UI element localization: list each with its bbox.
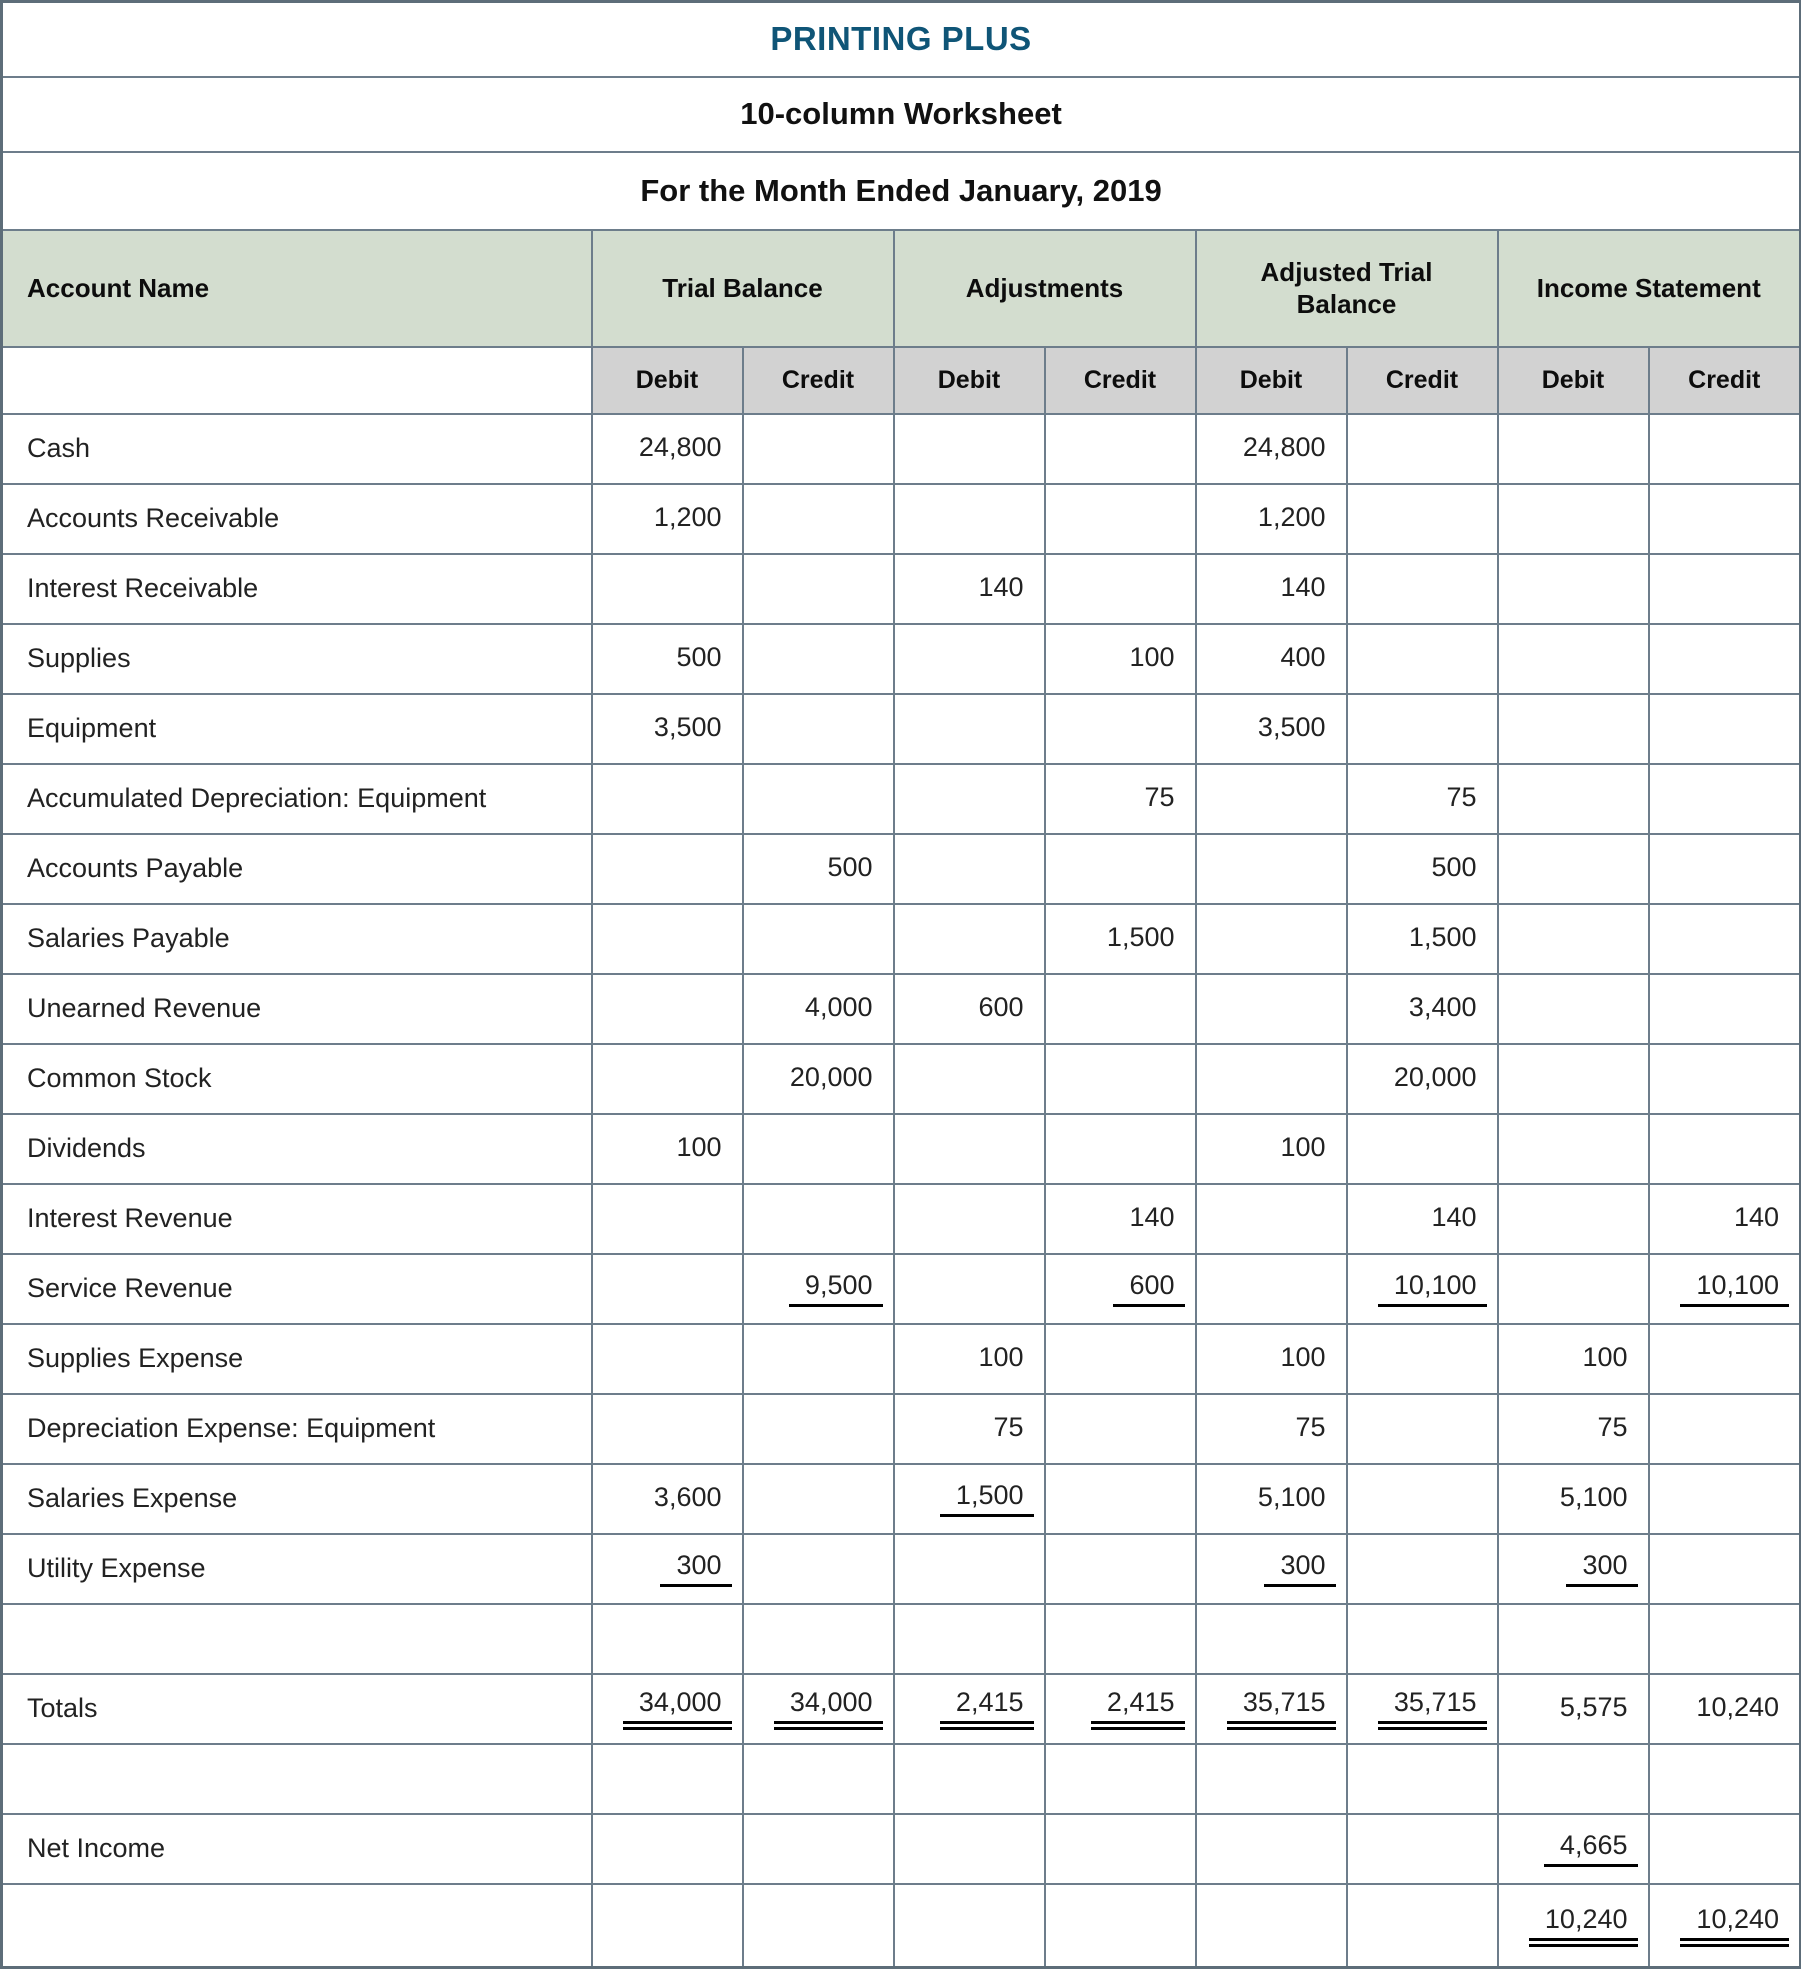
amount-cell (1498, 1744, 1649, 1814)
row-accounts-payable (2, 834, 1801, 904)
amount-cell (1045, 694, 1196, 764)
amount-value: 10,240 (1696, 1691, 1780, 1722)
account-name-cell: Salaries Payable (2, 904, 592, 974)
amount-cell (1196, 1324, 1347, 1394)
amount-cell (592, 1254, 743, 1324)
amount-cell (743, 1324, 894, 1394)
amount-value: 75 (1295, 1411, 1326, 1442)
amount-cell (592, 1604, 743, 1674)
amount-value: 1,200 (653, 501, 722, 532)
amount-value: 1,500 (1408, 921, 1477, 952)
amount-cell (1196, 554, 1347, 624)
amount-cell (1347, 1254, 1498, 1324)
account-name-cell: Interest Revenue (2, 1184, 592, 1254)
row-unearned-revenue (2, 974, 1801, 1044)
amount-cell (1045, 484, 1196, 554)
amount-cell (1347, 764, 1498, 834)
account-name-cell: Totals (2, 1674, 592, 1744)
amount-cell (1196, 1814, 1347, 1884)
amount-cell (1196, 694, 1347, 764)
amount-cell (1347, 1394, 1498, 1464)
amount-cell (1045, 974, 1196, 1044)
amount-cell (894, 414, 1045, 484)
group-header-trial-balance: Trial Balance (592, 230, 894, 347)
amount-cell (1498, 834, 1649, 904)
account-name-cell (2, 1884, 592, 1968)
amount-cell (1045, 904, 1196, 974)
amount-cell (1045, 414, 1196, 484)
amount-value: 3,600 (653, 1481, 722, 1512)
amount-value: 24,800 (638, 431, 722, 462)
amount-cell (1498, 694, 1649, 764)
amount-cell (1196, 974, 1347, 1044)
amount-cell (743, 1534, 894, 1604)
amount-cell (1649, 974, 1801, 1044)
amount-cell (592, 1814, 743, 1884)
amount-cell (592, 1464, 743, 1534)
amount-cell (1498, 1184, 1649, 1254)
amount-cell (592, 764, 743, 834)
debit-credit-header-row (2, 347, 1801, 414)
amount-value: 300 (660, 1550, 731, 1587)
amount-cell (1347, 974, 1498, 1044)
amount-value: 100 (1129, 641, 1175, 672)
amount-cell (1649, 414, 1801, 484)
account-name-cell: Salaries Expense (2, 1464, 592, 1534)
amount-cell (894, 1394, 1045, 1464)
amount-cell (1649, 1044, 1801, 1114)
amount-cell (1498, 904, 1649, 974)
amount-cell (1045, 1534, 1196, 1604)
amount-cell (1196, 1114, 1347, 1184)
amount-value: 4,000 (804, 991, 873, 1022)
amount-cell (1196, 1254, 1347, 1324)
amount-cell (743, 484, 894, 554)
company-title: PRINTING PLUS (2, 2, 1801, 77)
row-depreciation-expense-equipment (2, 1394, 1801, 1464)
amount-cell (1649, 1464, 1801, 1534)
amount-cell (894, 1324, 1045, 1394)
amount-cell (1045, 834, 1196, 904)
amount-value: 140 (978, 571, 1024, 602)
amount-value: 100 (1280, 1131, 1326, 1162)
group-header-adjusted-trial-balance: Adjusted Trial Balance (1196, 230, 1498, 347)
amount-cell (1347, 1674, 1498, 1744)
amount-value: 75 (1446, 781, 1477, 812)
amount-cell (743, 834, 894, 904)
amount-cell (1649, 1184, 1801, 1254)
amount-value: 140 (1431, 1201, 1477, 1232)
amount-cell (1347, 414, 1498, 484)
amount-value: 75 (1597, 1411, 1628, 1442)
row-supplies (2, 624, 1801, 694)
amount-cell (1649, 1604, 1801, 1674)
amount-cell (1498, 1324, 1649, 1394)
amount-cell (894, 1464, 1045, 1534)
amount-cell (894, 1884, 1045, 1968)
amount-cell (1196, 1044, 1347, 1114)
worksheet-body (2, 414, 1801, 1968)
amount-cell (1347, 484, 1498, 554)
group-header-income-statement: Income Statement (1498, 230, 1801, 347)
account-name-cell: Supplies (2, 624, 592, 694)
adjusted-trial-balance-debit-header: Debit (1196, 347, 1347, 414)
amount-cell (1196, 1534, 1347, 1604)
income-statement-credit-header: Credit (1649, 347, 1801, 414)
trial-balance-debit-header: Debit (592, 347, 743, 414)
amount-cell (1347, 694, 1498, 764)
amount-value: 10,100 (1378, 1270, 1487, 1307)
amount-value: 400 (1280, 641, 1326, 672)
amount-value: 3,500 (1257, 711, 1326, 742)
amount-cell (1196, 1464, 1347, 1534)
account-name-cell: Depreciation Expense: Equipment (2, 1394, 592, 1464)
amount-cell (1498, 484, 1649, 554)
period-title-row (2, 152, 1801, 230)
amount-value: 140 (1280, 571, 1326, 602)
amount-cell (1196, 1184, 1347, 1254)
row-common-stock (2, 1044, 1801, 1114)
amount-cell (1649, 1254, 1801, 1324)
amount-cell (1045, 1184, 1196, 1254)
amount-cell (894, 1044, 1045, 1114)
amount-cell (1347, 554, 1498, 624)
amount-cell (743, 624, 894, 694)
amount-cell (1045, 1674, 1196, 1744)
amount-cell (592, 1884, 743, 1968)
worksheet-title-row (2, 77, 1801, 152)
adjustments-debit-header: Debit (894, 347, 1045, 414)
amount-cell (592, 554, 743, 624)
amount-value: 10,100 (1680, 1270, 1789, 1307)
amount-value: 20,000 (789, 1061, 873, 1092)
amount-cell (1045, 1044, 1196, 1114)
amount-value: 20,000 (1393, 1061, 1477, 1092)
blank-row (2, 1604, 1801, 1674)
amount-cell (1498, 1114, 1649, 1184)
amount-value: 24,800 (1242, 431, 1326, 462)
amount-value: 140 (1129, 1201, 1175, 1232)
amount-cell (1045, 1884, 1196, 1968)
row-utility-expense (2, 1534, 1801, 1604)
amount-cell (894, 1744, 1045, 1814)
amount-cell (1196, 624, 1347, 694)
amount-cell (743, 1184, 894, 1254)
account-name-cell (2, 1744, 592, 1814)
adjusted-trial-balance-credit-header: Credit (1347, 347, 1498, 414)
amount-cell (592, 1324, 743, 1394)
amount-value: 600 (1113, 1270, 1184, 1307)
row-totals (2, 1674, 1801, 1744)
amount-cell (743, 1044, 894, 1114)
worksheet-title: 10-column Worksheet (2, 77, 1801, 152)
amount-cell (1649, 1814, 1801, 1884)
amount-cell (1498, 1604, 1649, 1674)
amount-cell (1045, 764, 1196, 834)
amount-value: 9,500 (789, 1270, 883, 1307)
amount-cell (1649, 1884, 1801, 1968)
account-name-cell: Accumulated Depreciation: Equipment (2, 764, 592, 834)
amount-cell (592, 414, 743, 484)
account-name-cell: Service Revenue (2, 1254, 592, 1324)
amount-cell (1498, 1674, 1649, 1744)
amount-cell (743, 764, 894, 834)
amount-cell (743, 1814, 894, 1884)
amount-cell (894, 1184, 1045, 1254)
amount-cell (592, 1184, 743, 1254)
period-title: For the Month Ended January, 2019 (2, 152, 1801, 230)
amount-cell (894, 484, 1045, 554)
amount-value: 2,415 (940, 1687, 1034, 1730)
amount-cell (1196, 1394, 1347, 1464)
amount-cell (1498, 1044, 1649, 1114)
blank-row (2, 1744, 1801, 1814)
row-interest-revenue (2, 1184, 1801, 1254)
row-salaries-payable (2, 904, 1801, 974)
amount-cell (743, 1604, 894, 1674)
amount-cell (1045, 1394, 1196, 1464)
amount-cell (1347, 1814, 1498, 1884)
amount-cell (1347, 1744, 1498, 1814)
amount-cell (1347, 1044, 1498, 1114)
account-name-cell: Accounts Receivable (2, 484, 592, 554)
amount-cell (743, 904, 894, 974)
amount-cell (1498, 624, 1649, 694)
amount-cell (1045, 624, 1196, 694)
amount-cell (743, 1884, 894, 1968)
amount-cell (592, 1744, 743, 1814)
row-interest-receivable (2, 554, 1801, 624)
amount-cell (743, 554, 894, 624)
amount-cell (1196, 414, 1347, 484)
row-accumulated-depreciation-equipment (2, 764, 1801, 834)
amount-cell (1498, 1534, 1649, 1604)
amount-value: 1,500 (940, 1480, 1034, 1517)
amount-value: 34,000 (774, 1687, 883, 1730)
row-salaries-expense (2, 1464, 1801, 1534)
closing-row (2, 1884, 1801, 1968)
row-dividends (2, 1114, 1801, 1184)
amount-value: 2,415 (1091, 1687, 1185, 1730)
amount-value: 300 (1264, 1550, 1335, 1587)
amount-cell (894, 1604, 1045, 1674)
amount-value: 500 (827, 851, 873, 882)
amount-cell (1347, 1114, 1498, 1184)
amount-cell (1347, 1184, 1498, 1254)
amount-value: 100 (1582, 1341, 1628, 1372)
account-name-cell: Utility Expense (2, 1534, 592, 1604)
amount-value: 1,200 (1257, 501, 1326, 532)
amount-cell (592, 1394, 743, 1464)
amount-cell (1498, 1884, 1649, 1968)
amount-value: 3,500 (653, 711, 722, 742)
amount-cell (894, 624, 1045, 694)
amount-cell (1649, 694, 1801, 764)
amount-cell (1498, 554, 1649, 624)
amount-cell (1196, 1674, 1347, 1744)
amount-cell (1649, 1114, 1801, 1184)
amount-cell (1045, 1464, 1196, 1534)
amount-cell (894, 694, 1045, 764)
amount-cell (1649, 1674, 1801, 1744)
amount-cell (1649, 1534, 1801, 1604)
amount-value: 35,715 (1227, 1687, 1336, 1730)
amount-cell (592, 1674, 743, 1744)
account-name-cell: Interest Receivable (2, 554, 592, 624)
amount-cell (1347, 624, 1498, 694)
amount-value: 5,575 (1559, 1691, 1628, 1722)
amount-value: 35,715 (1378, 1687, 1487, 1730)
amount-value: 600 (978, 991, 1024, 1022)
amount-cell (894, 1114, 1045, 1184)
amount-value: 140 (1733, 1201, 1780, 1232)
amount-cell (743, 694, 894, 764)
account-name-cell: Supplies Expense (2, 1324, 592, 1394)
amount-value: 75 (1144, 781, 1175, 812)
amount-value: 4,665 (1544, 1830, 1638, 1867)
amount-cell (1498, 764, 1649, 834)
amount-cell (743, 1254, 894, 1324)
group-header-row (2, 230, 1801, 347)
amount-cell (592, 974, 743, 1044)
account-name-cell: Accounts Payable (2, 834, 592, 904)
amount-cell (1045, 1814, 1196, 1884)
amount-value: 5,100 (1559, 1481, 1628, 1512)
amount-value: 100 (676, 1131, 722, 1162)
amount-cell (1196, 904, 1347, 974)
amount-cell (1649, 1394, 1801, 1464)
amount-cell (743, 974, 894, 1044)
amount-cell (592, 1114, 743, 1184)
amount-cell (1196, 484, 1347, 554)
amount-cell (1045, 1254, 1196, 1324)
amount-cell (592, 694, 743, 764)
amount-cell (894, 834, 1045, 904)
amount-cell (592, 1044, 743, 1114)
amount-cell (1498, 1254, 1649, 1324)
amount-cell (1649, 764, 1801, 834)
amount-cell (1196, 834, 1347, 904)
amount-cell (1196, 1604, 1347, 1674)
amount-cell (1347, 1324, 1498, 1394)
amount-cell (1649, 484, 1801, 554)
amount-cell (743, 414, 894, 484)
amount-cell (1498, 1394, 1649, 1464)
income-statement-debit-header: Debit (1498, 347, 1649, 414)
amount-value: 10,240 (1680, 1904, 1789, 1947)
amount-cell (1347, 1884, 1498, 1968)
amount-cell (1196, 764, 1347, 834)
amount-cell (743, 1114, 894, 1184)
account-name-cell: Net Income (2, 1814, 592, 1884)
amount-cell (1347, 904, 1498, 974)
account-name-cell: Unearned Revenue (2, 974, 592, 1044)
amount-cell (894, 764, 1045, 834)
amount-value: 500 (676, 641, 722, 672)
amount-cell (1347, 834, 1498, 904)
row-supplies-expense (2, 1324, 1801, 1394)
amount-cell (894, 904, 1045, 974)
amount-cell (1347, 1464, 1498, 1534)
amount-cell (743, 1394, 894, 1464)
amount-cell (894, 554, 1045, 624)
amount-value: 1,500 (1106, 921, 1175, 952)
amount-cell (743, 1464, 894, 1534)
amount-cell (1649, 834, 1801, 904)
amount-value: 100 (978, 1341, 1024, 1372)
amount-value: 300 (1566, 1550, 1637, 1587)
amount-value: 500 (1431, 851, 1477, 882)
amount-cell (894, 1814, 1045, 1884)
account-name-header: Account Name (2, 230, 592, 347)
amount-value: 100 (1280, 1341, 1326, 1372)
trial-balance-credit-header: Credit (743, 347, 894, 414)
account-name-cell: Equipment (2, 694, 592, 764)
amount-cell (1045, 1744, 1196, 1814)
amount-value: 3,400 (1408, 991, 1477, 1022)
adjustments-credit-header: Credit (1045, 347, 1196, 414)
amount-cell (1196, 1744, 1347, 1814)
amount-cell (592, 624, 743, 694)
row-cash (2, 414, 1801, 484)
amount-cell (743, 1744, 894, 1814)
amount-value: 10,240 (1529, 1904, 1638, 1947)
amount-cell (592, 834, 743, 904)
account-name-cell: Common Stock (2, 1044, 592, 1114)
group-header-adjustments: Adjustments (894, 230, 1196, 347)
amount-cell (592, 484, 743, 554)
amount-cell (1649, 554, 1801, 624)
account-name-cell: Dividends (2, 1114, 592, 1184)
amount-cell (1649, 1744, 1801, 1814)
amount-cell (1045, 554, 1196, 624)
amount-cell (1498, 974, 1649, 1044)
amount-cell (592, 1534, 743, 1604)
amount-cell (1649, 624, 1801, 694)
row-service-revenue (2, 1254, 1801, 1324)
amount-cell (894, 1674, 1045, 1744)
account-name-cell: Cash (2, 414, 592, 484)
company-title-row (2, 2, 1801, 77)
amount-cell (1649, 904, 1801, 974)
amount-cell (1045, 1604, 1196, 1674)
row-equipment (2, 694, 1801, 764)
amount-cell (894, 974, 1045, 1044)
amount-cell (894, 1534, 1045, 1604)
amount-cell (1045, 1324, 1196, 1394)
amount-cell (1347, 1604, 1498, 1674)
amount-cell (743, 1674, 894, 1744)
amount-cell (1196, 1884, 1347, 1968)
amount-cell (1649, 1324, 1801, 1394)
empty-header-cell (2, 347, 592, 414)
amount-value: 75 (993, 1411, 1024, 1442)
row-net-income (2, 1814, 1801, 1884)
account-name-cell (2, 1604, 592, 1674)
amount-value: 34,000 (623, 1687, 732, 1730)
amount-cell (1045, 1114, 1196, 1184)
amount-cell (1498, 1464, 1649, 1534)
amount-cell (1498, 414, 1649, 484)
amount-cell (894, 1254, 1045, 1324)
amount-cell (1347, 1534, 1498, 1604)
amount-value: 5,100 (1257, 1481, 1326, 1512)
amount-cell (592, 904, 743, 974)
amount-cell (1498, 1814, 1649, 1884)
row-accounts-receivable (2, 484, 1801, 554)
